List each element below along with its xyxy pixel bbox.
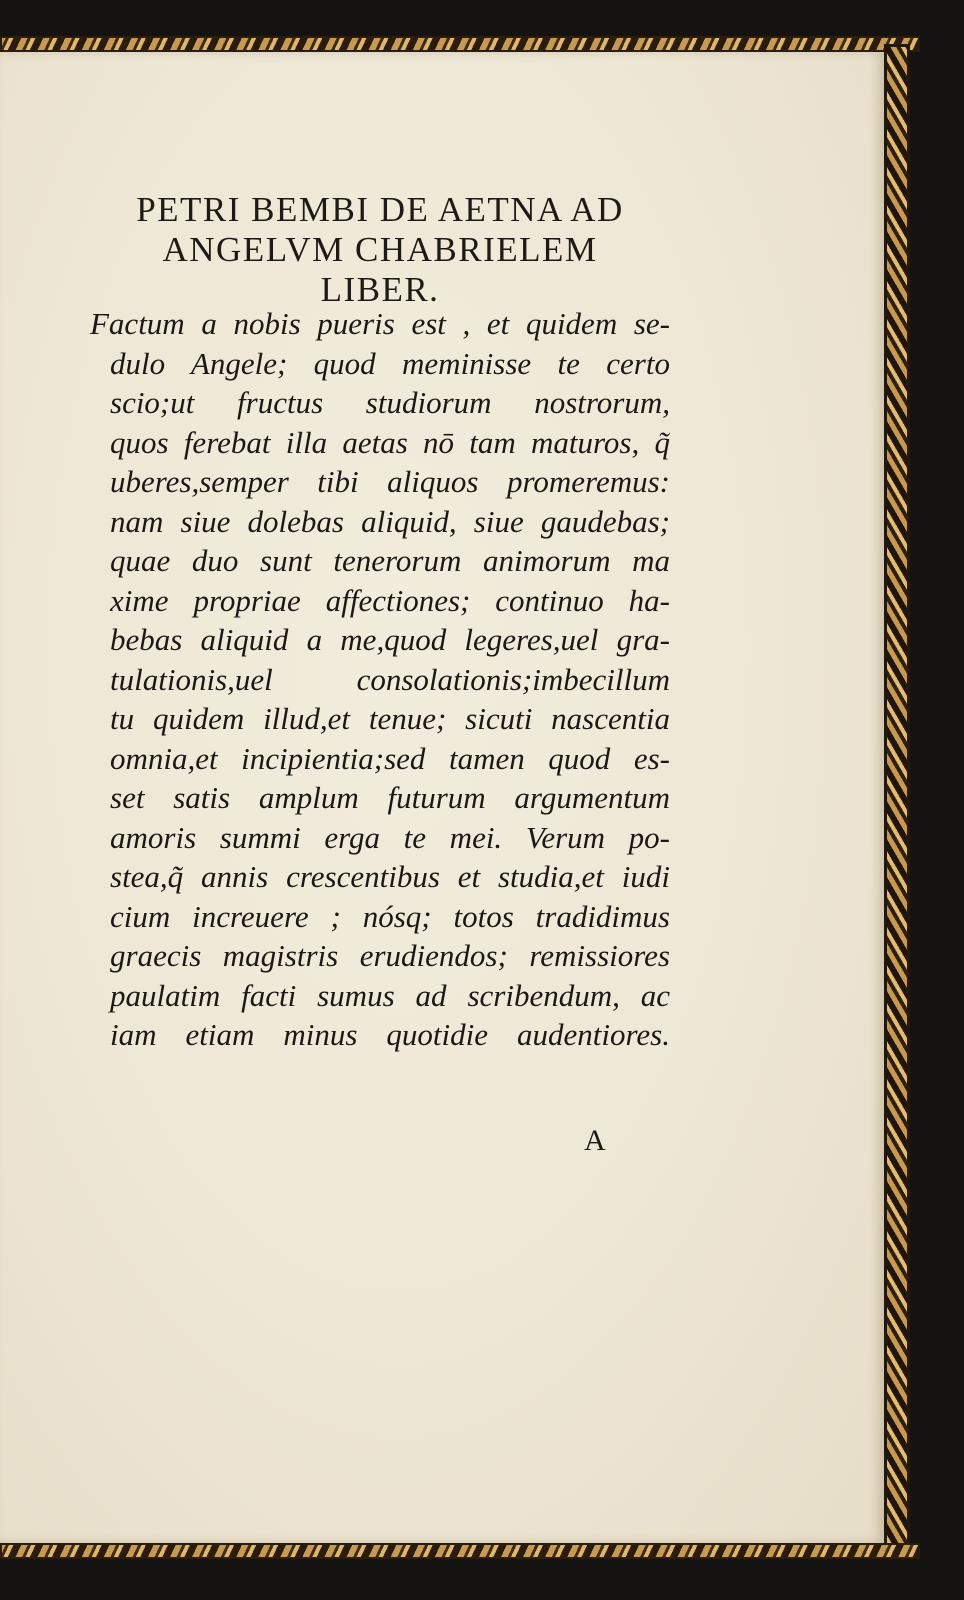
text-line: quae duo sunt tenerorum animorum ma [110, 543, 670, 578]
text-line: xime propriae affectiones; continuo ha- [110, 582, 670, 618]
text-line: bebas aliquid a me,quod legeres,uel gra- [110, 622, 670, 657]
text-line: Factum a nobis pueris est , et quidem se- [90, 306, 670, 341]
title-line-2: ANGELVM CHABRIELEM [162, 230, 598, 269]
gilt-border-right [884, 44, 910, 1556]
text-line: set satis amplum futurum argumentum [110, 780, 670, 815]
text-line: tu quidem illud,et tenue; sicuti nascentia [110, 701, 670, 736]
text-line: amoris summi erga te mei. Verum po- [110, 819, 670, 855]
text-line: dulo Angele; quod meminisse te certo [110, 345, 670, 381]
text-line: stea,q̃ annis crescentibus et studia,et iudi [110, 859, 670, 894]
gilt-border-bottom [0, 1543, 920, 1559]
gilt-border-top [0, 36, 920, 52]
page-title [100, 190, 660, 310]
text-line: tulationis,uel consolationis;imbecillum [110, 661, 670, 697]
text-line: scio;ut fructus studiorum nostrorum, [110, 385, 670, 420]
body-text [90, 304, 670, 1055]
text-line: omnia,et incipientia;sed tamen quod es- [110, 740, 670, 776]
text-line: nam siue dolebas aliquid, siue gaudebas; [110, 503, 670, 539]
signature-mark: A [584, 1124, 606, 1157]
text-line: uberes,semper tibi aliquos promeremus: [110, 464, 670, 499]
text-line: cium increuere ; nósq; totos tradidimus [110, 898, 670, 934]
text-line: paulatim facti sumus ad scribendum, ac [110, 977, 670, 1013]
text-line: graecis magistris erudiendos; remissiores [110, 938, 670, 973]
text-line: quos ferebat illa aetas nō tam maturos, q̃ [110, 424, 670, 460]
title-line-1: PETRI BEMBI DE AETNA AD [136, 190, 624, 229]
text-line: iam etiam minus quotidie audentiores. [110, 1017, 670, 1052]
title-line-3: LIBER. [320, 270, 440, 309]
